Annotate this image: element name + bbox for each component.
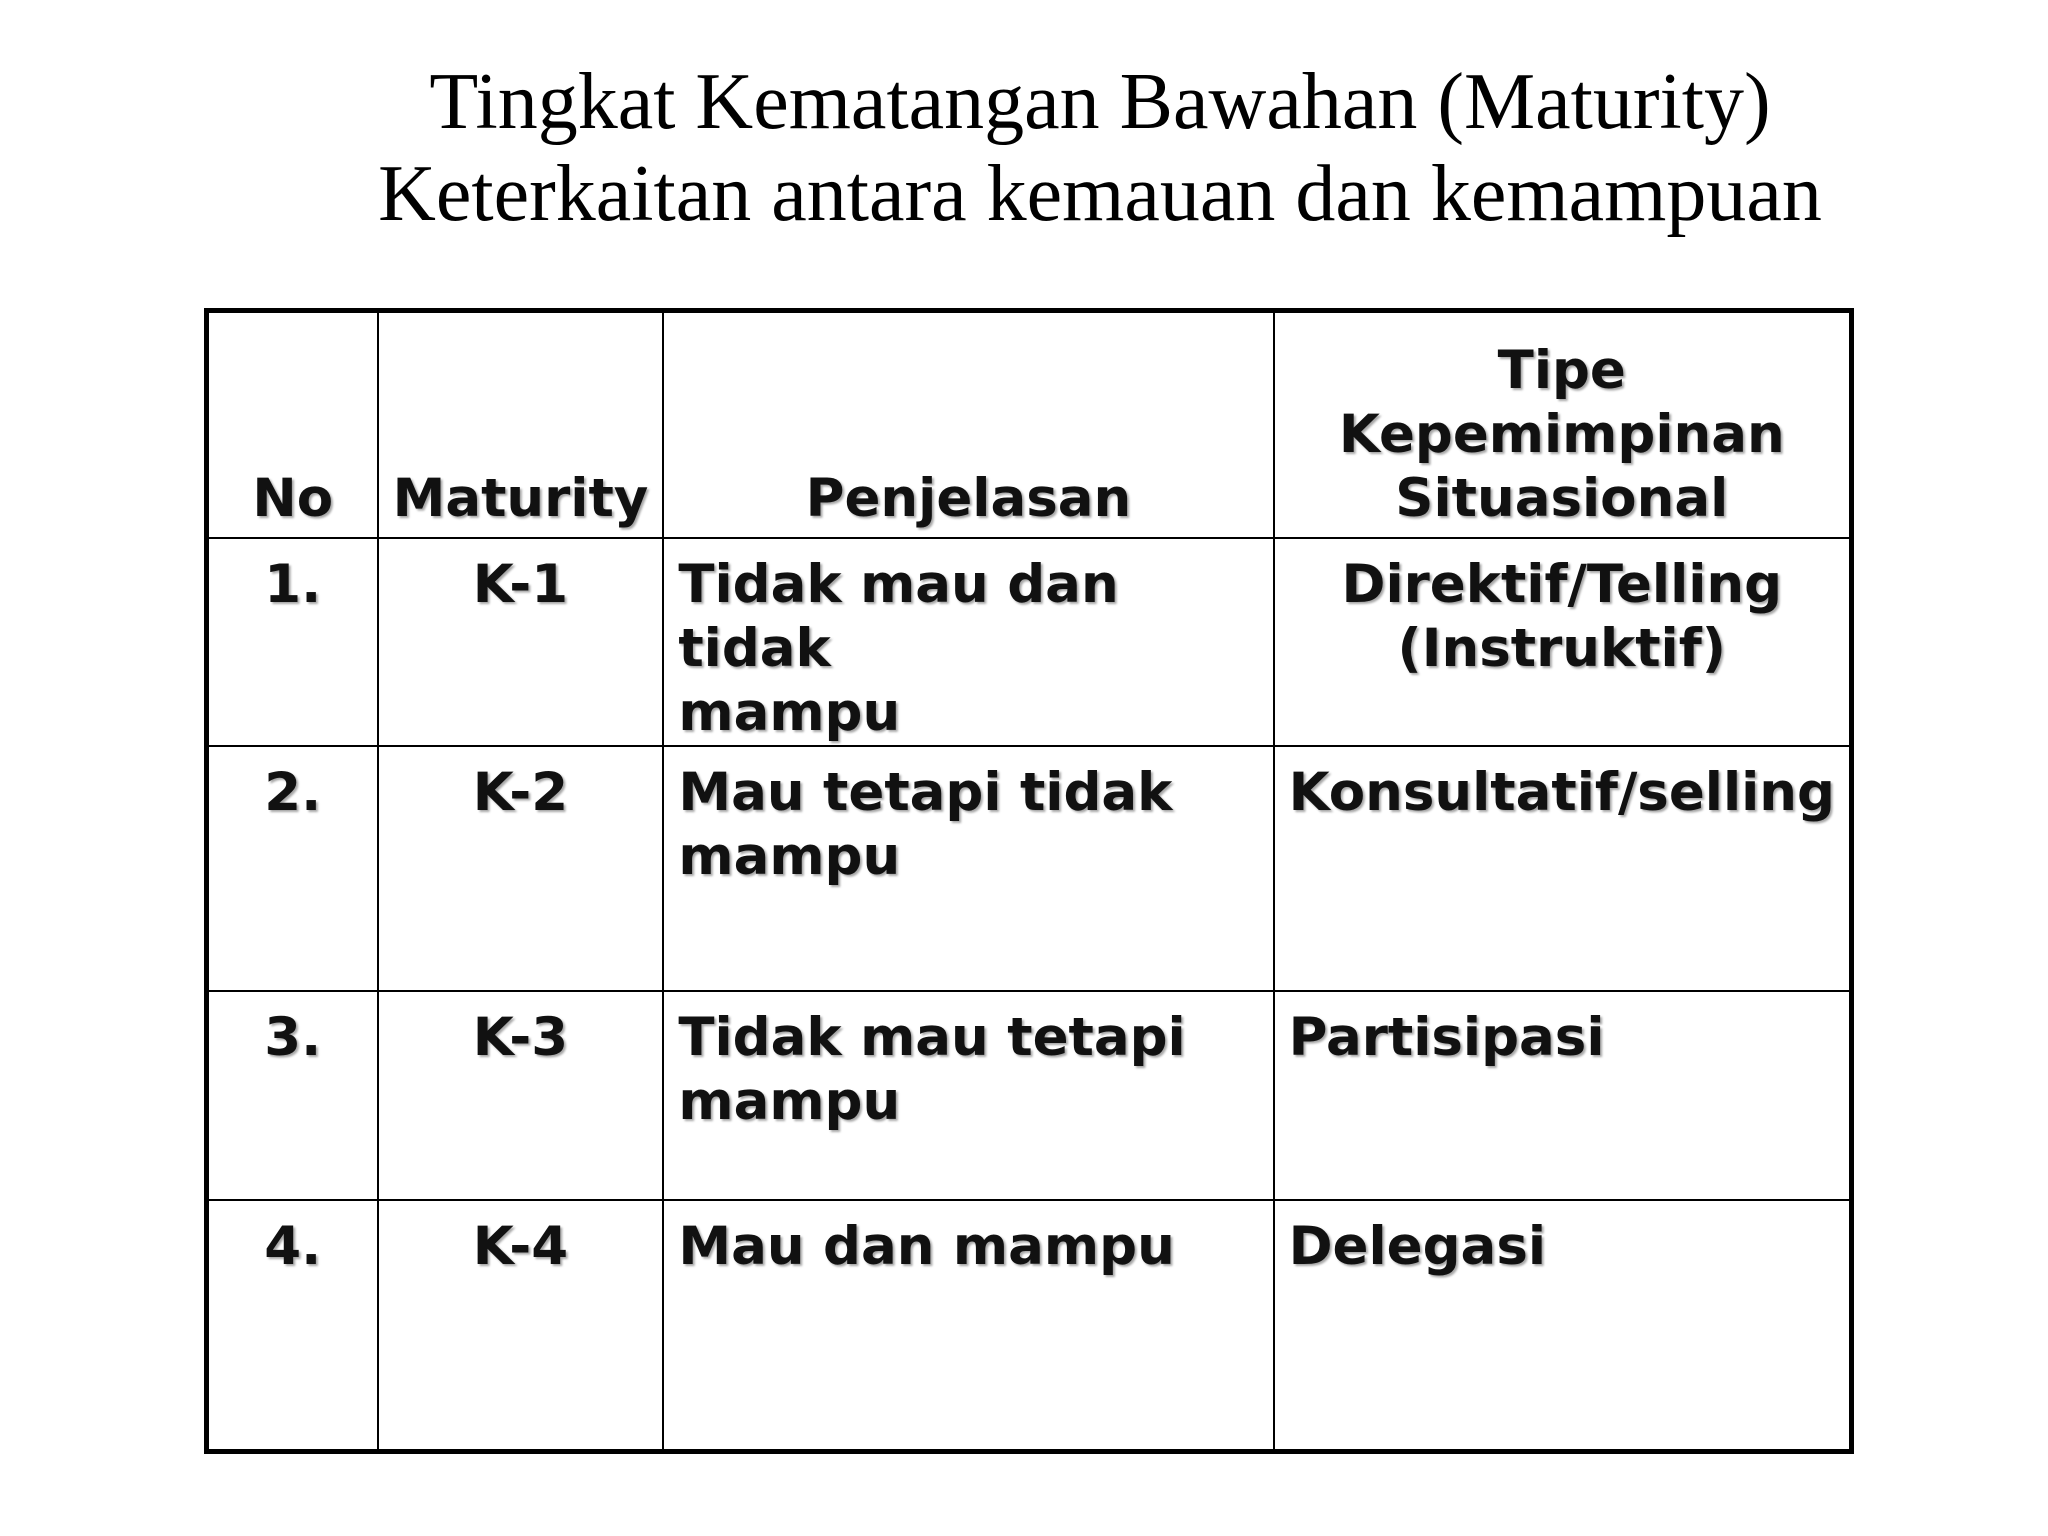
cell-penjelasan: Tidak mau tetapi mampu — [663, 991, 1273, 1200]
cell-tipe-line-2: (Instruktif) — [1397, 618, 1727, 679]
cell-no: 2. — [207, 746, 378, 991]
cell-tipe: Partisipasi — [1274, 991, 1852, 1200]
table-row — [207, 1200, 1852, 1452]
table-row — [207, 746, 1852, 991]
header-tipe-line-3: Situasional — [1395, 468, 1729, 529]
cell-no: 4. — [207, 1200, 378, 1452]
cell-penjelasan: Mau dan mampu — [663, 1200, 1273, 1452]
cell-no: 1. — [207, 538, 378, 746]
cell-penjelasan: Mau tetapi tidak mampu — [663, 746, 1273, 991]
header-maturity: Maturity — [378, 311, 664, 539]
table-row — [207, 538, 1852, 746]
cell-tipe: Konsultatif/selling — [1274, 746, 1852, 991]
title-line-1: Tingkat Kematangan Bawahan (Maturity) — [429, 58, 1771, 146]
header-tipe-kepemimpinan — [1274, 311, 1852, 539]
cell-maturity: K-2 — [378, 746, 664, 991]
title-line-2: Keterkaitan antara kemauan dan kemampuan — [378, 150, 1822, 238]
cell-no: 3. — [207, 991, 378, 1200]
cell-maturity: K-3 — [378, 991, 664, 1200]
maturity-table — [204, 308, 1854, 1454]
cell-penjelasan — [663, 538, 1273, 746]
table-header-row — [207, 311, 1852, 539]
header-tipe-line-2: Kepemimpinan — [1338, 404, 1785, 465]
cell-maturity: K-1 — [378, 538, 664, 746]
table-row — [207, 991, 1852, 1200]
header-tipe-line-1: Tipe — [1497, 340, 1626, 401]
slide-title — [200, 56, 2000, 240]
cell-tipe — [1274, 538, 1852, 746]
cell-penjelasan-line-2: mampu — [678, 682, 901, 743]
cell-maturity: K-4 — [378, 1200, 664, 1452]
cell-tipe-line-1: Direktif/Telling — [1341, 554, 1783, 615]
cell-penjelasan-line-1: Tidak mau dan tidak — [678, 554, 1119, 679]
header-penjelasan: Penjelasan — [663, 311, 1273, 539]
cell-tipe: Delegasi — [1274, 1200, 1852, 1452]
header-no: No — [207, 311, 378, 539]
